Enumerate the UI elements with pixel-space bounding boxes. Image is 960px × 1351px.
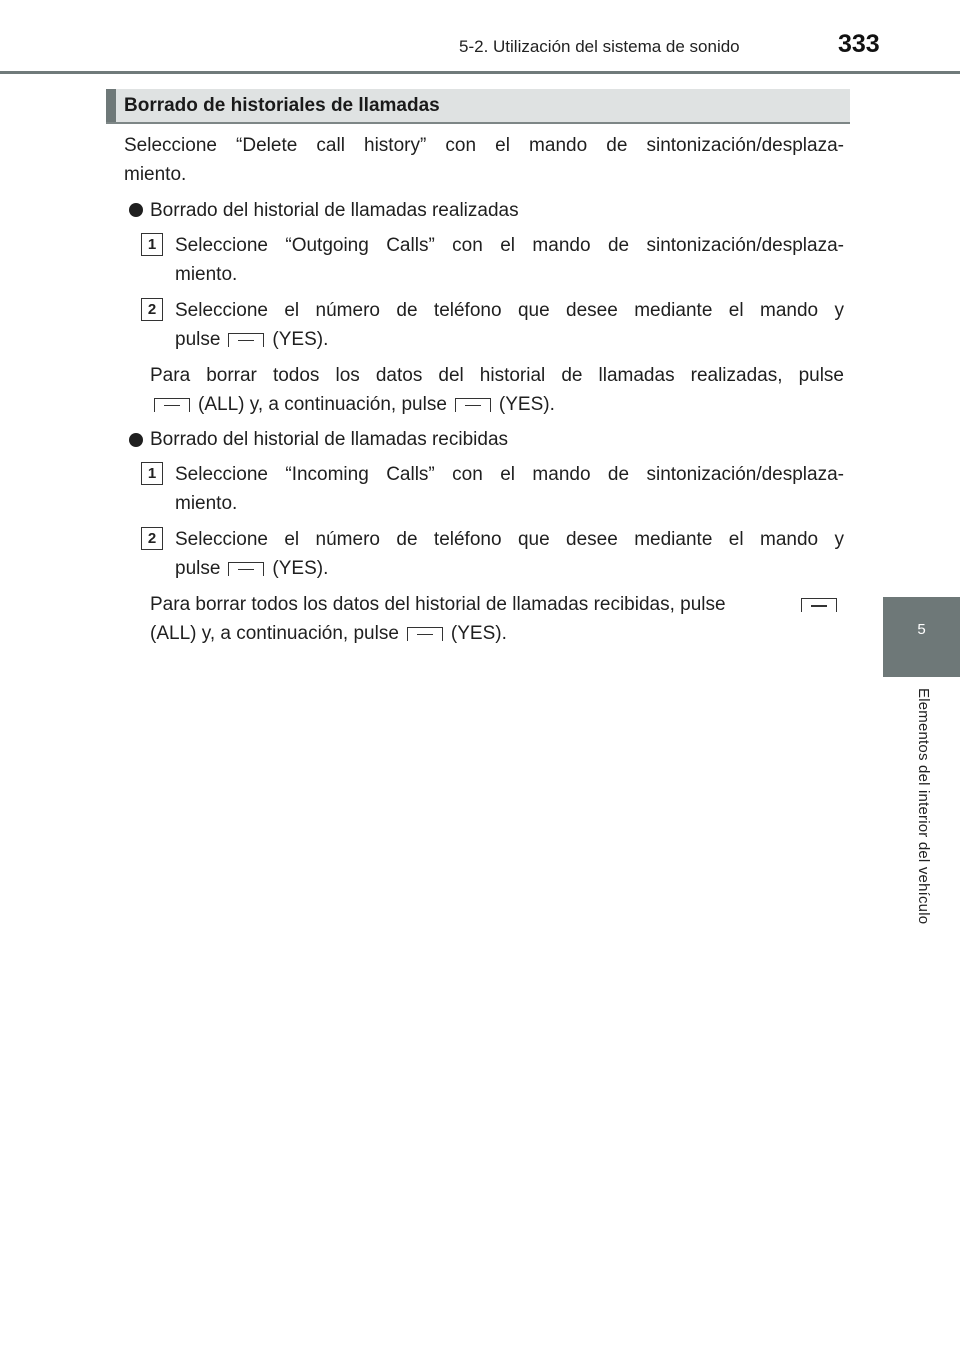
chapter-tab: 5 bbox=[883, 597, 960, 677]
incoming-note-line2 bbox=[150, 619, 507, 648]
intro-line-2: miento. bbox=[124, 164, 187, 185]
button-icon bbox=[407, 627, 443, 641]
step-number-box: 2 bbox=[141, 298, 163, 321]
incoming-step1-line2: miento. bbox=[175, 493, 238, 514]
bullet-icon bbox=[129, 433, 143, 447]
bullet-icon bbox=[129, 203, 143, 217]
page-number: 333 bbox=[838, 30, 880, 58]
incoming-step2-line1: Seleccione el número de teléfono que desee mediante el mando y bbox=[175, 529, 844, 550]
button-icon bbox=[228, 562, 264, 576]
button-icon bbox=[455, 398, 491, 412]
yes-label: (YES). bbox=[498, 394, 555, 415]
chapter-label: Elementos del interior del vehículo bbox=[915, 688, 932, 925]
incoming-note-line1: Para borrar todos los datos del historial de llamadas recibidas, pulse bbox=[150, 594, 726, 615]
outgoing-step1-line1: Seleccione “Outgoing Calls” con el mando de sintonización/desplaza- bbox=[175, 235, 844, 256]
pulse-word: pulse bbox=[175, 329, 221, 350]
all-label: (ALL) y, a continuación, pulse bbox=[150, 623, 399, 644]
yes-label: (YES). bbox=[272, 558, 329, 579]
step-number-box: 2 bbox=[141, 527, 163, 550]
incoming-step1-line1: Seleccione “Incoming Calls” con el mando de sintonización/desplaza- bbox=[175, 464, 844, 485]
pulse-word: pulse bbox=[175, 558, 221, 579]
outgoing-step1-line2: miento. bbox=[175, 264, 238, 285]
incoming-heading: Borrado del historial de llamadas recibidas bbox=[150, 429, 509, 450]
yes-label: (YES). bbox=[272, 329, 329, 350]
outgoing-heading: Borrado del historial de llamadas realizadas bbox=[150, 200, 519, 221]
button-icon bbox=[154, 398, 190, 412]
step-number-box: 1 bbox=[141, 462, 163, 485]
outgoing-note-line1: Para borrar todos los datos del historial de llamadas realizadas, pulse bbox=[150, 365, 844, 386]
header-rule bbox=[0, 71, 960, 74]
outgoing-step2-line1: Seleccione el número de teléfono que desee mediante el mando y bbox=[175, 300, 844, 321]
outgoing-note-line2 bbox=[150, 390, 555, 419]
section-title-underline bbox=[106, 122, 850, 124]
outgoing-step2-line2 bbox=[175, 325, 328, 354]
section-title: Borrado de historiales de llamadas bbox=[124, 95, 440, 116]
running-header: 5-2. Utilización del sistema de sonido bbox=[459, 37, 740, 56]
all-label: (ALL) y, a continuación, pulse bbox=[198, 394, 447, 415]
button-icon bbox=[801, 598, 837, 612]
incoming-step2-line2 bbox=[175, 554, 328, 583]
yes-label: (YES). bbox=[450, 623, 507, 644]
step-number-box: 1 bbox=[141, 233, 163, 256]
button-icon bbox=[228, 333, 264, 347]
intro-line-1: Seleccione “Delete call history” con el mando de sintonización/desplaza- bbox=[124, 135, 844, 156]
